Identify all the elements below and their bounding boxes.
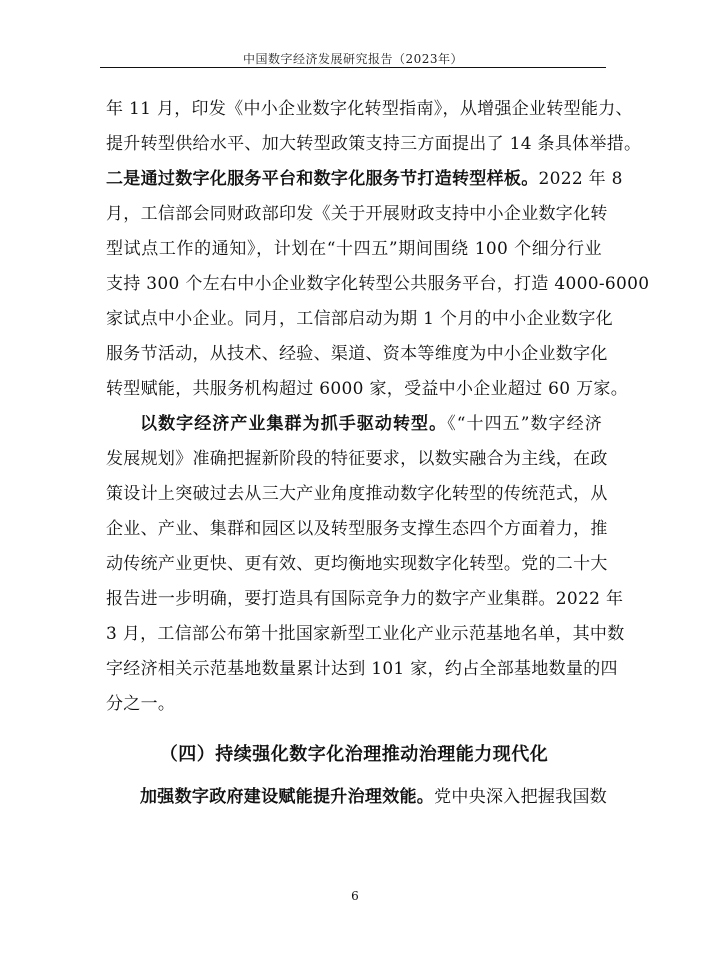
text-line: 支持 300 个左右中小企业数字化转型公共服务平台，打造 4000-6000 (106, 274, 650, 294)
text-line: 策设计上突破过去从三大产业角度推动数字化转型的传统范式，从 (106, 484, 608, 504)
text-line: 服务节活动，从技术、经验、渠道、资本等维度为中小企业数字化 (106, 344, 608, 364)
bold-lead-sentence: 加强数字政府建设赋能提升治理效能。 (140, 787, 435, 807)
header-divider (100, 67, 606, 68)
text-line: 转型赋能，共服务机构超过 6000 家，受益中小企业超过 60 万家。 (106, 379, 629, 399)
bold-lead-sentence: 以数字经济产业集群为抓手驱动转型。 (140, 414, 448, 434)
running-header: 中国数字经济发展研究报告（2023年） (242, 52, 464, 66)
text-line-with-bold-lead (106, 407, 602, 442)
page-number: 6 (351, 889, 359, 903)
lead-tail: 党中央深入把握我国数 (434, 787, 608, 807)
lead-tail: 《“十四五”数字经济 (447, 414, 602, 434)
text-line: 字经济相关示范基地数量累计达到 101 家，约占全部基地数量的四 (106, 659, 618, 679)
section-spacer (106, 722, 602, 734)
text-line: 发展规划》准确把握新阶段的特征要求，以数实融合为主线，在政 (106, 449, 608, 469)
text-line: 3 月，工信部公布第十批国家新型工业化产业示范基地名单，其中数 (106, 624, 625, 644)
text-line: 月，工信部会同财政部印发《关于开展财政支持中小企业数字化转 (106, 204, 608, 224)
text-line-with-bold-lead (106, 780, 608, 815)
text-line: 家试点中小企业。同月，工信部启动为期 1 个月的中小企业数字化 (106, 309, 613, 329)
text-line-with-bold-lead (106, 162, 623, 197)
text-line: 年 11 月，印发《中小企业数字化转型指南》，从增强企业转型能力、 (106, 99, 633, 119)
text-line: 报告进一步明确，要打造具有国际竞争力的数字产业集群。2022 年 (106, 589, 624, 609)
body-text (106, 92, 650, 815)
text-line: 企业、产业、集群和园区以及转型服务支撑生态四个方面着力，推 (106, 519, 608, 539)
text-line: 提升转型供给水平、加大转型政策支持三方面提出了 14 条具体举措。 (106, 134, 642, 154)
lead-tail: 2022 年 8 (538, 169, 623, 189)
text-line: 分之一。 (106, 694, 176, 714)
text-line: 型试点工作的通知》，计划在“十四五”期间围绕 100 个细分行业 (106, 239, 602, 259)
bold-lead-sentence: 二是通过数字化服务平台和数字化服务节打造转型样板。 (106, 169, 539, 189)
section-heading: （四）持续强化数字化治理推动治理能力现代化 (159, 744, 549, 765)
text-line: 动传统产业更快、更有效、更均衡地实现数字化转型。党的二十大 (106, 554, 608, 574)
